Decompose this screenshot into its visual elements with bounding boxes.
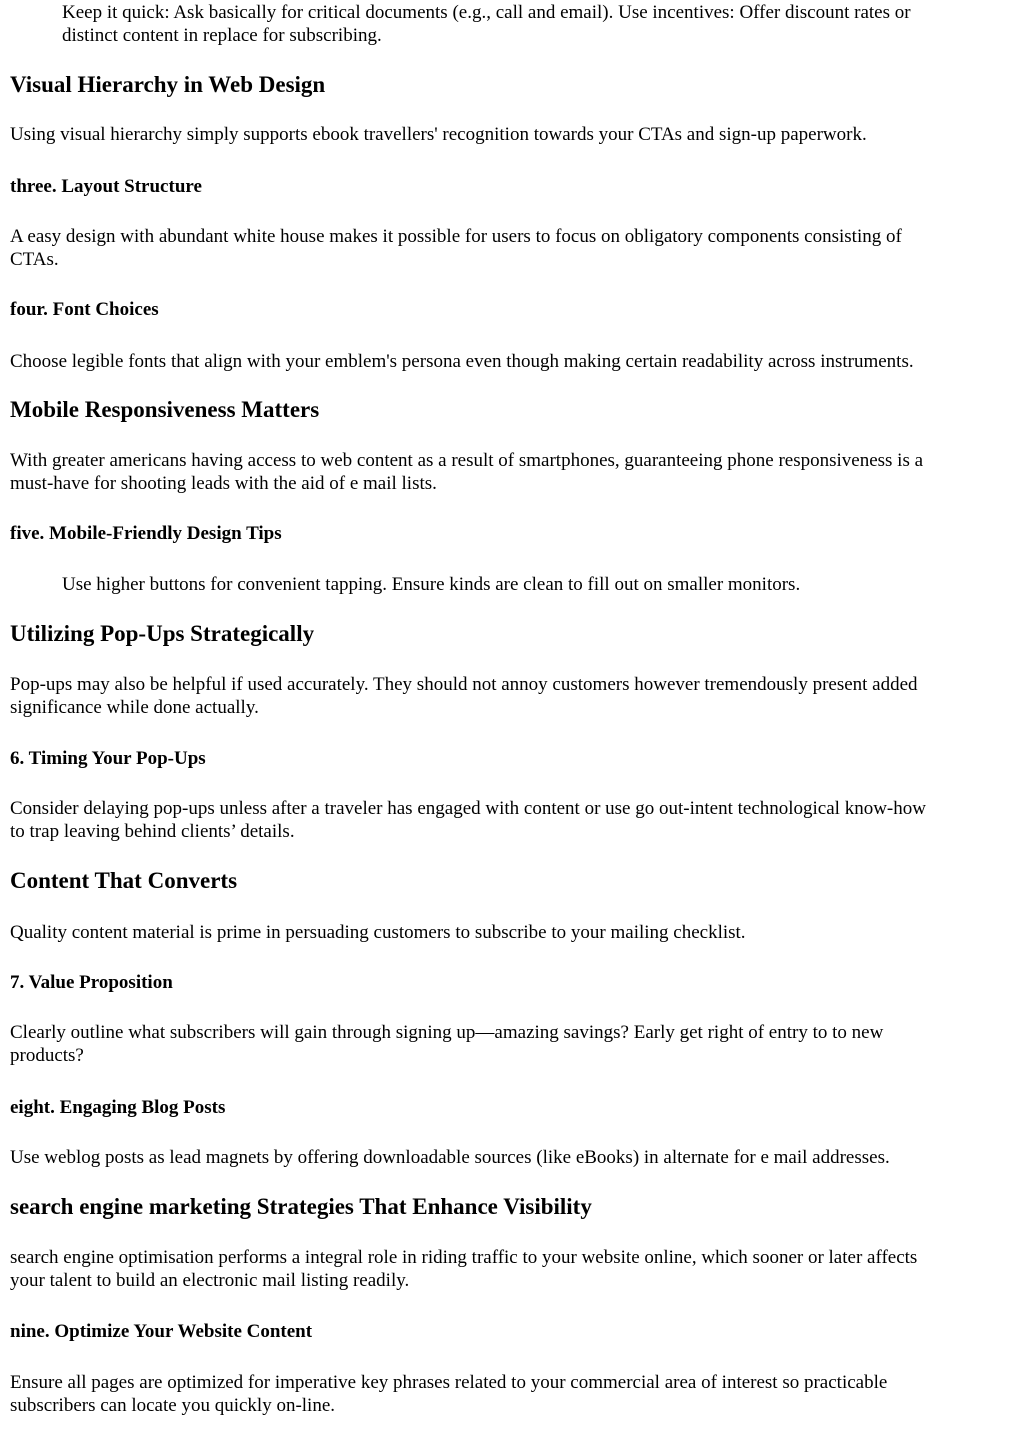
subheading-mobile-friendly-tips: five. Mobile-Friendly Design Tips — [10, 523, 282, 544]
paragraph-line: Ensure all pages are optimized for imperative key phrases related to your commercial area of interest so practicable — [10, 1372, 888, 1393]
paragraph-line: search engine optimisation performs a integral role in riding traffic to your website online, which sooner or later affects — [10, 1247, 918, 1268]
paragraph-line: products? — [10, 1045, 84, 1066]
paragraph-line: subscribers can locate you quickly on-line. — [10, 1395, 336, 1416]
subheading-timing-popups: 6. Timing Your Pop-Ups — [10, 748, 206, 769]
subheading-optimize-content: nine. Optimize Your Website Content — [10, 1321, 313, 1342]
intro-quote-line-1: Keep it quick: Ask basically for critical documents (e.g., call and email). Use incentives: Offer discount rates or — [62, 2, 911, 23]
section-heading-popups: Utilizing Pop-Ups Strategically — [10, 621, 315, 646]
paragraph-line: A easy design with abundant white house makes it possible for users to focus on obligatory components consisting of — [10, 226, 902, 247]
subheading-engaging-blog-posts: eight. Engaging Blog Posts — [10, 1097, 226, 1118]
section-heading-mobile-responsiveness: Mobile Responsiveness Matters — [10, 397, 320, 422]
paragraph-engaging-blog-posts: Use weblog posts as lead magnets by offering downloadable sources (like eBooks) in alternate for e mail addresses. — [10, 1147, 890, 1168]
paragraph-line: CTAs. — [10, 249, 59, 270]
subheading-layout-structure: three. Layout Structure — [10, 176, 202, 197]
subheading-font-choices: four. Font Choices — [10, 299, 159, 320]
paragraph-line: Clearly outline what subscribers will gain through signing up—amazing savings? Early get right of entry to to new — [10, 1022, 884, 1043]
paragraph-line: must-have for shooting leads with the aid of e mail lists. — [10, 473, 437, 494]
blockquote-mobile-friendly-tips: Use higher buttons for convenient tapping. Ensure kinds are clean to fill out on smaller monitors. — [62, 574, 801, 595]
section-paragraph-content-converts: Quality content material is prime in persuading customers to subscribe to your mailing checklist. — [10, 922, 746, 943]
section-heading-content-converts: Content That Converts — [10, 868, 238, 893]
paragraph-line: to trap leaving behind clients’ details. — [10, 821, 295, 842]
paragraph-line: your talent to build an electronic mail listing readily. — [10, 1270, 410, 1291]
paragraph-line: Consider delaying pop-ups unless after a traveler has engaged with content or use go out-intent technological know-how — [10, 798, 926, 819]
paragraph-line: With greater americans having access to web content as a result of smartphones, guaranteeing phone responsiveness is a — [10, 450, 924, 471]
section-paragraph-visual-hierarchy: Using visual hierarchy simply supports ebook travellers' recognition towards your CTAs and sign-up paperwork. — [10, 124, 867, 145]
paragraph-line: Pop-ups may also be helpful if used accurately. They should not annoy customers however tremendously present added — [10, 674, 918, 695]
section-heading-seo-strategies: search engine marketing Strategies That Enhance Visibility — [10, 1194, 592, 1219]
paragraph-line: significance while done actually. — [10, 697, 259, 718]
subheading-value-proposition: 7. Value Proposition — [10, 972, 173, 993]
intro-quote-line-2: distinct content in replace for subscribing. — [62, 25, 382, 46]
section-heading-visual-hierarchy: Visual Hierarchy in Web Design — [10, 72, 326, 97]
paragraph-font-choices: Choose legible fonts that align with your emblem's persona even though making certain readability across instruments. — [10, 351, 914, 372]
